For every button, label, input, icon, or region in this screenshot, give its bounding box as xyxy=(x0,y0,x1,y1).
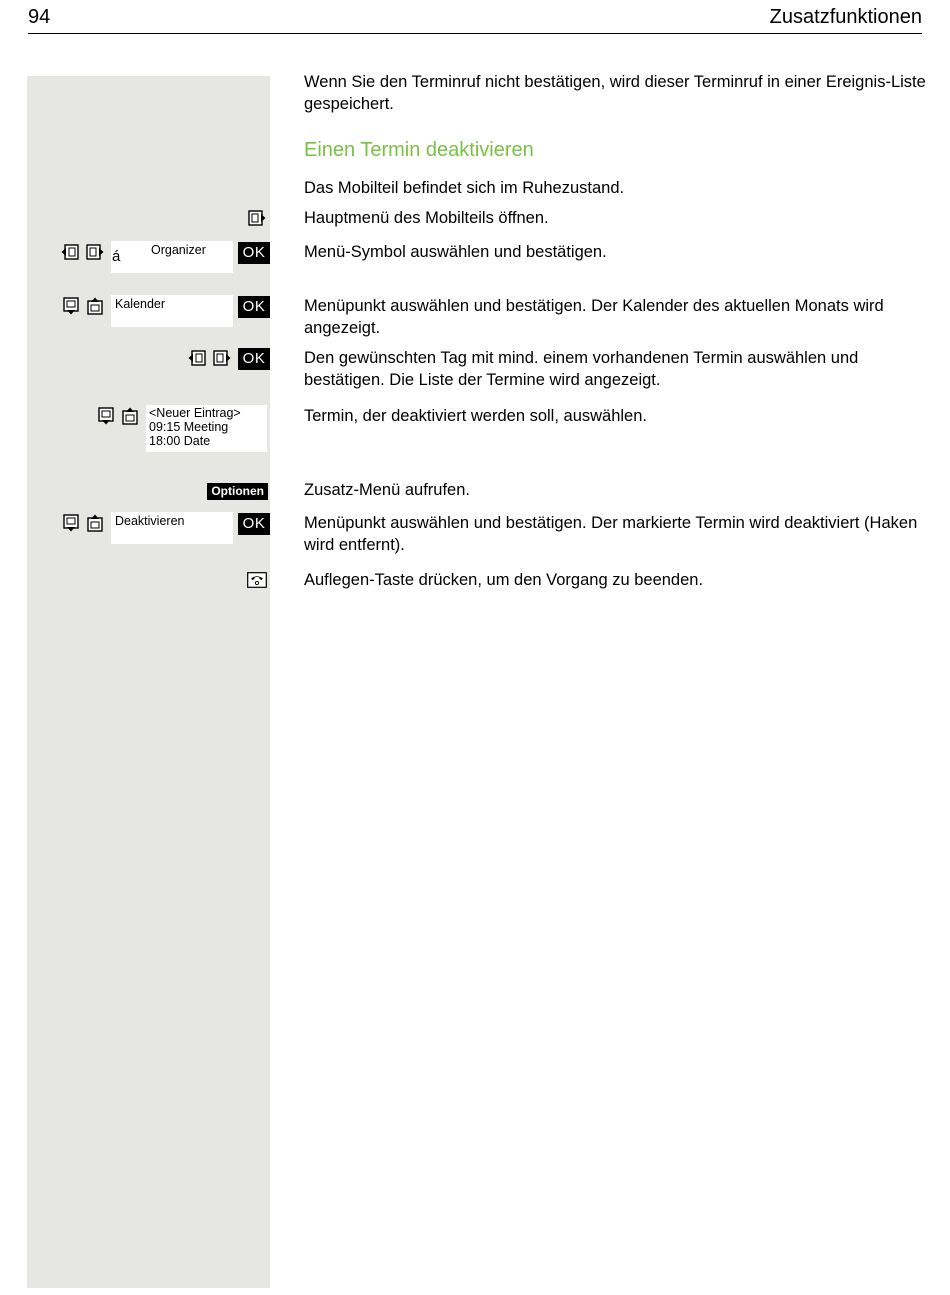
step-3-text: Menüpunkt auswählen und bestätigen. Der Kalender des aktuellen Monats wird angezeigt. xyxy=(304,297,884,337)
control-key-right-icon xyxy=(86,243,104,261)
control-key-left-icon xyxy=(188,349,206,367)
display-deaktivieren xyxy=(111,512,233,544)
display-label: Kalender xyxy=(115,297,166,311)
list-item: 09:15 Meeting xyxy=(149,420,229,434)
section-heading: Einen Termin deaktivieren xyxy=(304,139,534,161)
list-item: 18:00 Date xyxy=(149,434,211,448)
header-rule xyxy=(28,33,922,34)
menu-symbol: á xyxy=(112,248,121,265)
ok-softkey[interactable]: OK xyxy=(238,513,270,535)
step-7-text: Menüpunkt auswählen und bestätigen. Der markierte Termin wird deaktiviert (Haken wird entfernt). xyxy=(304,514,918,554)
display-kalender xyxy=(111,295,233,327)
step-8-text: Auflegen-Taste drücken, um den Vorgang zu beenden. xyxy=(304,571,704,589)
control-key-right-icon xyxy=(248,209,266,227)
control-key-down-icon xyxy=(62,514,80,532)
optionen-softkey[interactable]: Optionen xyxy=(207,483,268,500)
display-appointment-list xyxy=(146,405,267,452)
display-label: Organizer xyxy=(151,243,206,257)
control-key-down-icon xyxy=(97,407,115,425)
control-key-right-icon xyxy=(213,349,231,367)
intro-text: Wenn Sie den Terminruf nicht bestätigen, wird dieser Terminruf in einer Ereignis-Liste gespeichert. xyxy=(304,73,926,113)
control-key-up-icon xyxy=(86,297,104,315)
ok-softkey[interactable]: OK xyxy=(238,296,270,318)
page-number: 94 xyxy=(28,6,51,28)
step-5-text: Termin, der deaktiviert werden soll, auswählen. xyxy=(304,407,647,425)
list-item: <Neuer Eintrag> xyxy=(149,406,241,420)
step-1-text: Hauptmenü des Mobilteils öffnen. xyxy=(304,209,549,227)
step-2-text: Menü-Symbol auswählen und bestätigen. xyxy=(304,243,607,261)
control-key-left-icon xyxy=(61,243,79,261)
display-label: Deaktivieren xyxy=(115,514,185,528)
display-organizer xyxy=(111,241,233,273)
step-4-text: Den gewünschten Tag mit mind. einem vorhandenen Termin auswählen und bestätigen. Die Liste der Termine wird angezeigt. xyxy=(304,349,859,389)
control-key-down-icon xyxy=(62,297,80,315)
control-key-up-icon xyxy=(121,407,139,425)
step-0-text: Das Mobilteil befindet sich im Ruhezustand. xyxy=(304,179,625,197)
end-call-key-icon xyxy=(247,572,267,588)
control-key-up-icon xyxy=(86,514,104,532)
ok-softkey[interactable]: OK xyxy=(238,348,270,370)
section-title: Zusatzfunktionen xyxy=(769,6,922,28)
step-6-text: Zusatz-Menü aufrufen. xyxy=(304,481,470,499)
ok-softkey[interactable]: OK xyxy=(238,242,270,264)
